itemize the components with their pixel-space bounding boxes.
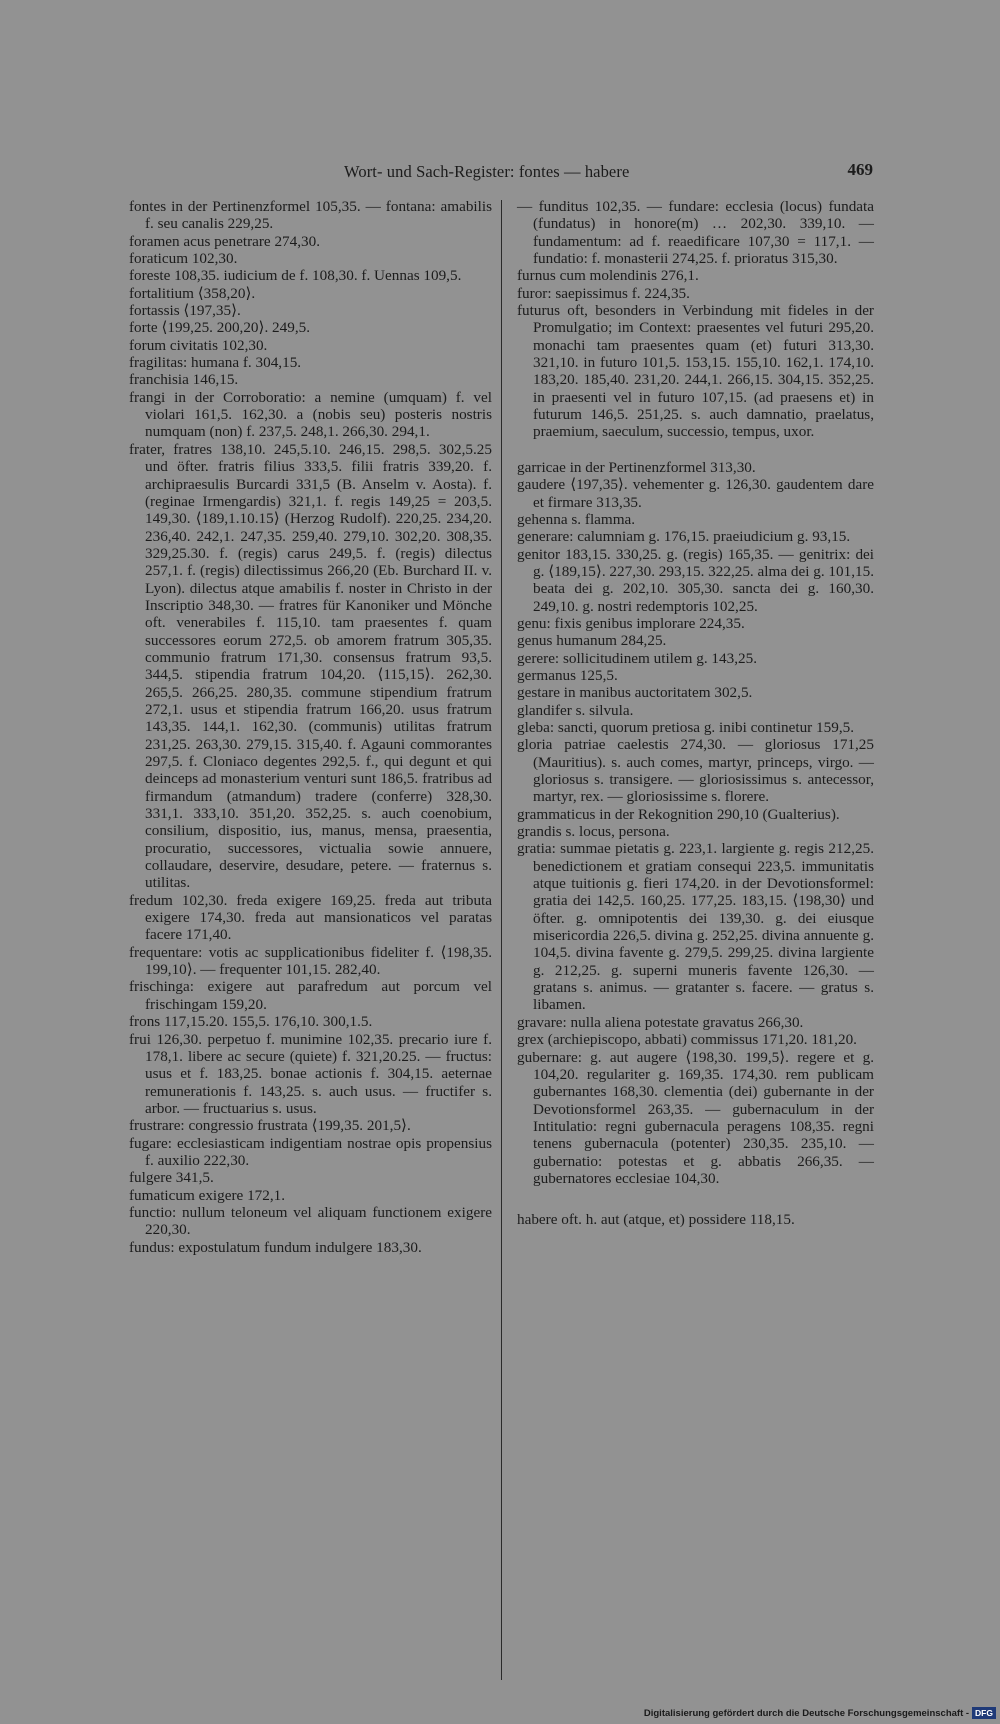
index-entry-habere: habere oft. h. aut (atque, et) possidere 118,15. bbox=[517, 1211, 795, 1229]
index-entry-frustrare: frustrare: congressio frustrata ⟨199,35. 201,5⟩. bbox=[129, 1117, 411, 1135]
index-entry-glandifer: glandifer s. silvula. bbox=[517, 701, 634, 719]
digitization-footer bbox=[644, 1706, 996, 1720]
index-entry-gubernare: gubernare: g. aut augere ⟨198,30. 199,5⟩. regere et g. 104,20. regulariter g. 169,35. 174,30. rem publicam gubernantes 168,30. clementia (dei) gubernante in der Devotionsformel 263,35. — gubernaculum in der Intitulatio: regni gubernacula peragens 108,35. regni tenens gubernacula (potenter) 230,35. 235,10. — gubernatio: potestas et g. abbatis 266,35. — gubernatores ecclesiae 104,30. bbox=[517, 1048, 874, 1187]
index-entry-functio: functio: nullum teloneum vel aliquam functionem exigere 220,30. bbox=[129, 1203, 492, 1239]
index-entry-genus: genus humanum 284,25. bbox=[517, 632, 667, 650]
index-entry-foramen: foramen acus penetrare 274,30. bbox=[129, 232, 321, 250]
footer-credit: Digitalisierung gefördert durch die Deutsche Forschungsgemeinschaft - bbox=[643, 1707, 970, 1719]
index-entry-frequentare: frequentare: votis ac supplicationibus fideliter f. ⟨198,35. 199,10⟩. — frequenter 101,15. 282,40. bbox=[129, 943, 492, 979]
index-entry-grammaticus: grammaticus in der Rekognition 290,10 (Gualterius). bbox=[517, 805, 840, 823]
index-entry-fulgere: fulgere 341,5. bbox=[129, 1169, 214, 1187]
index-entry-frischinga: frischinga: exigere aut parafredum aut porcum vel frischingam 159,20. bbox=[129, 978, 492, 1013]
index-entry-frui: frui 126,30. perpetuo f. munimine 102,35. precario iure f. 178,1. libere ac secure (quiete) f. 321,20.25. — fructus: usus et f. 183,25. bonae actionis f. 304,15. aeternae remunerationis f. 143,25. s. auch usus. — fructifer s. arbor. — fructuarius s. usus. bbox=[129, 1030, 492, 1117]
right-column bbox=[517, 198, 874, 1229]
index-entry-futurus: futurus oft, besonders in Verbindung mit fideles in der Promulgatio; im Context: praesentes vel futuri 295,20. monachi tam praesentes quam (et) futuri 313,30. 321,10. in futuro 101,5. 153,15. 155,10. 162,1. 174,10. 183,20. 185,40. 231,20. 244,1. 266,15. 304,15. 352,25. in praesenti vel in futuro 107,15. (ad praesens et) in futurum 146,5. 251,25. s. auch damnatio, praelatus, praemium, saeculum, successio, tempus, uxor. bbox=[517, 302, 874, 441]
index-entry-gravare: gravare: nulla aliena potestate gravatus 266,30. bbox=[517, 1013, 804, 1031]
index-entry-fundus: fundus: expostulatum fundum indulgere 183,30. bbox=[129, 1238, 422, 1256]
running-head: Wort- und Sach-Register: fontes — habere bbox=[344, 162, 630, 181]
index-entry-foraticum: foraticum 102,30. bbox=[129, 250, 238, 268]
index-entry-fredum: fredum 102,30. freda exigere 169,25. freda aut tributa exigere 174,30. freda aut mansionaticos vel paratas facere 171,40. bbox=[129, 891, 492, 944]
index-entry-fugare: fugare: ecclesiasticam indigentiam nostrae opis propensius f. auxilio 222,30. bbox=[129, 1134, 492, 1169]
index-entry-gratia: gratia: summae pietatis g. 223,1. largiente g. regis 212,25. benedictionem et gratiam consequi 223,5. immunitatis atque tuitionis g. fieri 174,20. in der Devotionsformel: gratia dei 142,5. 160,25. 177,25. 183,15. ⟨198,30⟩ und öfter. g. omnipotentis dei 139,30. g. dei eiusque misericordia 226,5. divina g. 252,25. divina annuente g. 104,5. divina favente g. 279,5. 299,25. divina largiente g. 212,25. g. superni muneris favente 126,30. — gratans s. animus. — gratanter s. facere. — gratus s. libamen. bbox=[517, 840, 874, 1014]
index-entry-frangi: frangi in der Corroboratio: a nemine (umquam) f. vel violari 161,5. 162,30. a (nobis seu) posteris nostris numquam (non) f. 237,5. 248,1. 266,30. 294,1. bbox=[129, 388, 492, 441]
index-entry-genitor: genitor 183,15. 330,25. g. (regis) 165,35. — genitrix: dei g. ⟨189,15⟩. 227,30. 293,15. 322,25. alma dei g. 101,15. beata dei g. 202,10. 305,30. sancta dei g. 160,30. 249,10. g. nostri redemptoris 102,25. bbox=[517, 545, 874, 615]
index-entry-gloria: gloria patriae caelestis 274,30. — gloriosus 171,25 (Mauritius). s. auch comes, martyr, princeps, virgo. — gloriosus s. transigere. — gloriosissimus s. antecessor, martyr, rex. — gloriosissime s. florere. bbox=[517, 736, 874, 806]
index-entry-fumaticum: fumaticum exigere 172,1. bbox=[129, 1186, 286, 1204]
index-entry-furnus: furnus cum molendinis 276,1. bbox=[517, 267, 699, 285]
index-entry-furor: furor: saepissimus f. 224,35. bbox=[517, 284, 690, 302]
running-header bbox=[128, 160, 873, 184]
index-entry-gestare: gestare in manibus auctoritatem 302,5. bbox=[517, 684, 753, 702]
dfg-logo: DFG bbox=[972, 1707, 996, 1719]
index-entry-grandis: grandis s. locus, persona. bbox=[517, 823, 670, 841]
page-number: 469 bbox=[847, 160, 873, 179]
index-entry-gaudere: gaudere ⟨197,35⟩. vehementer g. 126,30. gaudentem dare et firmare 313,35. bbox=[517, 476, 874, 511]
index-entry-franchisia: franchisia 146,15. bbox=[129, 371, 239, 389]
index-entry-genu: genu: fixis genibus implorare 224,35. bbox=[517, 614, 745, 632]
index-entry-foreste: foreste 108,35. iudicium de f. 108,30. f. Uennas 109,5. bbox=[129, 267, 462, 285]
index-entry-gerere: gerere: sollicitudinem utilem g. 143,25. bbox=[517, 649, 757, 667]
index-entry-fragilitas: fragilitas: humana f. 304,15. bbox=[129, 354, 302, 372]
index-entry-forum: forum civitatis 102,30. bbox=[129, 336, 268, 354]
index-entry-funditus: — funditus 102,35. — fundare: ecclesia (locus) fundata (fundatus) in honore(m) … 202,30. 339,10. — fundamentum: ad f. reaedificare 107,30 = 117,1. — fundatio: f. monasterii 274,25. f. prioratus 315,30. bbox=[517, 198, 874, 268]
index-entry-forte: forte ⟨199,25. 200,20⟩. 249,5. bbox=[129, 319, 311, 337]
index-entry-generare: generare: calumniam g. 176,15. praeiudicium g. 93,15. bbox=[517, 528, 851, 546]
index-entry-fortalitium: fortalitium ⟨358,20⟩. bbox=[129, 284, 256, 302]
index-entry-gleba: gleba: sancti, quorum pretiosa g. inibi continetur 159,5. bbox=[517, 718, 855, 736]
index-entry-grex: grex (archiepiscopo, abbati) commissus 171,20. 181,20. bbox=[517, 1031, 857, 1049]
index-entry-frons: frons 117,15.20. 155,5. 176,10. 300,1.5. bbox=[129, 1013, 373, 1031]
column-divider bbox=[501, 200, 502, 1680]
left-column bbox=[129, 198, 492, 1256]
index-entry-garricae: garricae in der Pertinenzformel 313,30. bbox=[517, 458, 756, 476]
index-entry-germanus: germanus 125,5. bbox=[517, 666, 618, 684]
index-entry-gehenna: gehenna s. flamma. bbox=[517, 510, 636, 528]
index-entry-fontes: fontes in der Pertinenzformel 105,35. — fontana: amabilis f. seu canalis 229,25. bbox=[129, 198, 492, 233]
index-entry-fortassis: fortassis ⟨197,35⟩. bbox=[129, 302, 241, 320]
index-entry-frater: frater, fratres 138,10. 245,5.10. 246,15. 298,5. 302,5.25 und öfter. fratris filius 333,5. filii fratris 339,20. f. archipraesulis Burcardi 331,5 (B. Anselm v. Aosta). f. (reginae Irmengardis) 321,1. f. regis 149,25 = 203,5. 149,30. ⟨189,1.10.15⟩ (Herzog Rudolf). 220,25. 234,20. 236,40. 242,1. 247,35. 259,40. 279,10. 302,20. 308,35. 329,25.30. f. (regis) carus 249,5. f. (regis) dilectus 257,1. f. (regis) dilectissimus 266,20 (Eb. Burchard II. v. Lyon). dilectus atque amabilis f. noster in Christo in der Inscriptio 348,30. — fratres für Kanoniker und Mönche oft. venerabiles f. 115,10. tam praesentes f. quam successores eorum 272,5. ob amorem fratrum 305,35. communio fratrum 171,30. consensus fratrum 93,5. 344,5. stipendia fratrum 104,20. ⟨115,15⟩. 262,30. 265,5. 266,25. 280,35. commune stipendium fratrum 272,1. usus et stipendia fratrum 166,20. usus fratrum 143,35. 144,1. 162,30. (communis) utilitas fratrum 231,25. 263,30. 279,15. 315,40. f. Agauni commorantes 297,5. f. Cloniaco degentes 292,5. f., qui degunt et qui deinceps ad monasterium venturi sunt 186,5. fratribus ad firmandum (atmandum) tradere (conferre) 328,30. 331,1. 333,10. 351,20. 352,25. s. auch coenobium, consilium, dispositio, ius, manus, mensa, praesentia, procuratio, successores, victualia sowie annuere, collaudare, deservire, desudare, petere. — fraternus s. utilitas. bbox=[129, 440, 492, 892]
